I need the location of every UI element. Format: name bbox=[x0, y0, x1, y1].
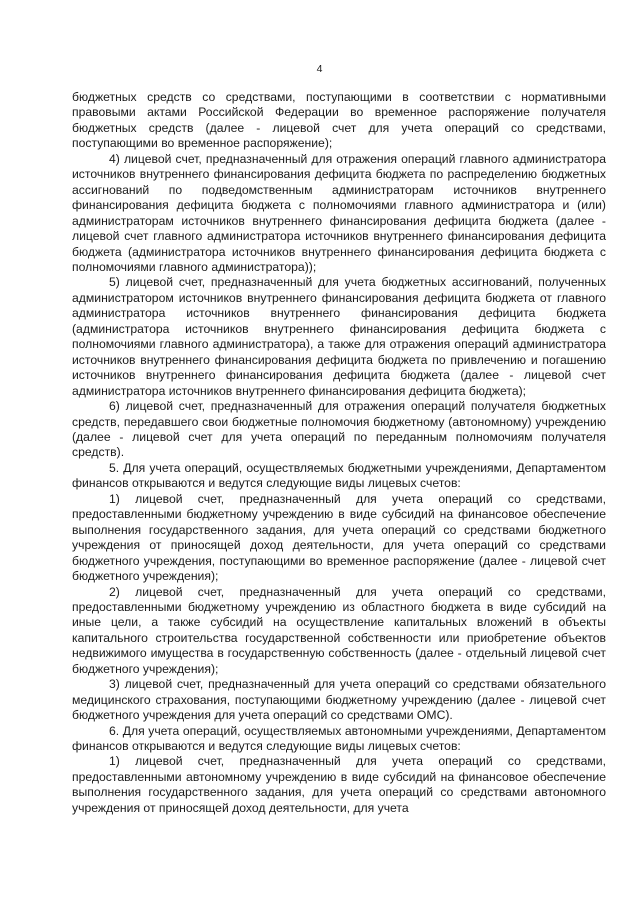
page-number: 4 bbox=[316, 63, 323, 75]
paragraph-section-5: 5. Для учета операций, осуществляемых бюджетными учреждениями, Департаментом финансов открываются и ведутся следующие виды лицевых счетов: bbox=[72, 460, 606, 491]
paragraph-section-6-item-1: 1) лицевой счет, предназначенный для учета операций со средствами, предоставленными автономному учреждению в виде субсидий на финансовое обеспечение выполнения государственного задания, для учета операций со средствами автономного учреждения от приносящей доход деятельности, для учета bbox=[72, 754, 606, 815]
document-body bbox=[72, 90, 606, 816]
paragraph-item-6: 6) лицевой счет, предназначенный для отражения операций получателя бюджетных средств, передавшего свои бюджетные полномочия бюджетному (автономному) учреждению (далее - лицевой счет для учета операций по переданным полномочиям получателя средств). bbox=[72, 399, 606, 460]
paragraph-section-5-item-2: 2) лицевой счет, предназначенный для учета операций со средствами, предоставленными бюджетному учреждению из областного бюджета в виде субсидий на иные цели, а также субсидий на осуществление капитальных вложений в объекты капитального строительства государственной собственности или приобретение объектов недвижимого имущества в государственную собственность (далее - отдельный лицевой счет бюджетного учреждения); bbox=[72, 584, 606, 676]
paragraph-section-6: 6. Для учета операций, осуществляемых автономными учреждениями, Департаментом финансов открываются и ведутся следующие виды лицевых счетов: bbox=[72, 723, 606, 754]
paragraph-continued: бюджетных средств со средствами, поступающими в соответствии с нормативными правовыми актами Российской Федерации во временное распоряжение получателя бюджетных средств (далее - лицевой счет для учета операций со средствами, поступающими во временное распоряжение); bbox=[72, 90, 606, 151]
paragraph-item-4: 4) лицевой счет, предназначенный для отражения операций главного администратора источников внутреннего финансирования дефицита бюджета по распределению бюджетных ассигнований по подведомственным администраторам источников внутреннего финансирования дефицита бюджета с полномочиями главного администратора и (или) администраторам источников внутреннего финансирования дефицита бюджета (далее - лицевой счет главного администратора источников внутреннего финансирования дефицита бюджета (администратора источников внутреннего финансирования дефицита бюджета с полномочиями главного администратора)); bbox=[72, 151, 606, 274]
paragraph-section-5-item-3: 3) лицевой счет, предназначенный для учета операций со средствами обязательного медицинского страхования, поступающими бюджетному учреждению (далее - лицевой счет бюджетного учреждения для учета операций со средствами ОМС). bbox=[72, 677, 606, 723]
paragraph-section-5-item-1: 1) лицевой счет, предназначенный для учета операций со средствами, предоставленными бюджетному учреждению в виде субсидий на финансовое обеспечение выполнения государственного задания, для учета операций со средствами бюджетного учреждения от приносящей доход деятельности, для учета операций со средствами бюджетного учреждения, поступающими во временное распоряжение (далее - лицевой счет бюджетного учреждения); bbox=[72, 491, 606, 584]
paragraph-item-5: 5) лицевой счет, предназначенный для учета бюджетных ассигнований, полученных администратором источников внутреннего финансирования дефицита бюджета от главного администратора источников внутреннего финансирования дефицита бюджета (администратора источников внутреннего финансирования дефицита бюджета с полномочиями главного администратора), а также для отражения операций администратора источников внутреннего финансирования дефицита бюджета по привлечению и погашению источников внутреннего финансирования дефицита бюджета (далее - лицевой счет администратора источников внутреннего финансирования дефицита бюджета); bbox=[72, 275, 606, 398]
